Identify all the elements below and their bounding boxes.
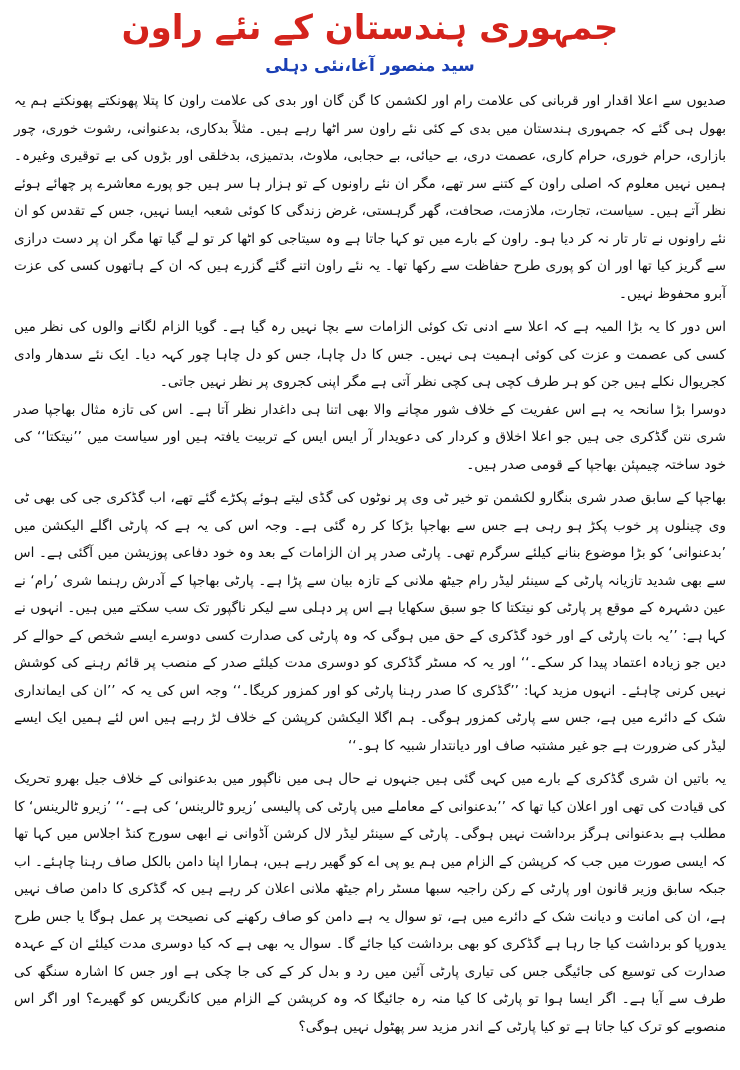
article-paragraph-2: اس دور کا یہ بڑا المیہ ہے کہ اعلا سے ادنی تک کوئی الزامات سے بچا نہیں رہ گیا ہے۔ گویا الزام لگانے والوں کی نظر میں کسی کی عصمت و عزت کی کوئی اہمیت ہی نہیں۔ جس کا دل چاہا، جس کو دل چاہا چور کہہ دیا۔ ایک نئے سدھار وادی کجریوال نکلے ہیں جن کو ہر طرف کچی ہی کچی نظر آتی ہے مگر اپنی کجروی پر نظر نہیں جاتی۔ bbox=[14, 319, 726, 390]
article-paragraph-5: یہ باتیں ان شری گڈکری کے بارے میں کہی گئی ہیں جنہوں نے حال ہی میں ناگپور میں بدعنوانی کے خلاف جیل بھرو تحریک کی قیادت کی تھی اور اعلان کیا تھا کہ ’’بدعنوانی کے معاملے میں پارٹی کی پالیسی ’زیرو ٹالرینس‘ کی ہے۔‘‘ ’زیرو ٹالرینس‘ کا مطلب ہے بدعنوانی ہرگز برداشت نہیں ہوگی۔ پارٹی کے سینئر لیڈر لال کرشن آڈوانی نے ابھی سورج کنڈ اجلاس میں کہا تھا کہ ایسی صورت میں جب کہ کرپشن کے الزام میں ہم یو پی اے کو گھیر رہے ہیں، ہمارا اپنا دامن بالکل صاف رہنا چاہئے۔ اب جبکہ سابق وزیر قانون اور پارٹی کے رکن راجیہ سبھا مسٹر رام جیٹھ ملانی اعلان کر رہے ہیں کہ گڈکری کا دامن صاف نہیں ہے، ان کی امانت و دیانت شک کے دائرے میں ہے، تو سوال یہ ہے دامن کو صاف رکھنے کی نصیحت پر عمل ہوگا یا جس طرح یدورپا کو برداشت کیا جا رہا ہے گڈکری کو بھی برداشت کیا جائے گا۔ سوال یہ بھی ہے کہ کیا دوسری مدت کیلئے ان کے عہدہ صدارت کی توسیع کی جائیگی جس کی تیاری پارٹی آئین میں رد و بدل کر کے کی جا چکی ہے اور جس کا اشارہ سنگھ کی طرف سے آیا ہے۔ اگر ایسا ہوا تو پارٹی کا کیا منہ رہ جائیگا کہ وہ کرپشن کے الزام میں کانگریس کو گھیرے؟ اور اگر اس منصوبے کو ترک کیا جاتا ہے تو کیا پارٹی کے اندر مزید سر پھٹول نہیں ہوگی؟ bbox=[14, 771, 726, 1035]
article-author: سید منصور آغا،نئی دہلی bbox=[265, 56, 475, 76]
article-title: جمہوری ہندستان کے نئے راون bbox=[121, 8, 619, 48]
article-paragraph-4: بھاجپا کے سابق صدر شری بنگارو لکشمن تو خیر ٹی وی پر نوٹوں کی گڈی لیتے ہوئے پکڑے گئے تھے، اب گڈکری جی کی بھی ٹی وی چینلوں پر خوب پکڑ ہو رہی ہے جس سے بھاجپا بڑکا کر رہ گئی ہے۔ وجہ اس کی یہ ہے کہ پارٹی اگلے الیکشن میں ’بدعنوانی‘ کو بڑا موضوع بنانے کیلئے سرگرم تھی۔ پارٹی صدر پر ان الزامات کے بعد وہ خود دفاعی پوزیشن میں آگئی ہے۔ اس سے بھی شدید تازیانہ پارٹی کے سینئر لیڈر رام جیٹھ ملانی کے تازہ بیان سے پڑا ہے۔ پارٹی بھاجپا کے آدرش رہنما شری ’رام‘ نے عین دشہرہ کے موقع پر پارٹی کو نیتکتا کا جو سبق سکھایا ہے اس پر دہلی سے لیکر ناگپور تک سب سکتے میں ہیں۔ انہوں نے کہا ہے: ’’یہ بات پارٹی کے اور خود گڈکری کے حق میں ہوگی کہ وہ پارٹی کی صدارت کسی دوسرے ایسے شخص کے حوالے کر دیں جو زیادہ اعتماد پیدا کر سکے۔‘‘ اور یہ کہ مسٹر گڈکری کو دوسری مدت کیلئے صدر کے منصب پر قائم رہنے کی کوشش نہیں کرنی چاہئے۔ انہوں مزید کہا: ’’گڈکری کا صدر رہنا پارٹی کو اور کمزور کریگا۔‘‘ وجہ اس کی یہ کہ ’’ان کی ایمانداری شک کے دائرے میں ہے، جس سے پارٹی کمزور ہوگی۔ ہم اگلا الیکشن کرپشن کے خلاف لڑ رہے ہیں اس لئے ہمیں ایک ایسے لیڈر کی ضرورت ہے جو غیر مشتبہ صاف اور دیانتدار شبیہ کا ہو۔‘‘ bbox=[14, 490, 726, 754]
article-paragraph-1: صدیوں سے اعلا اقدار اور قربانی کی علامت رام اور لکشمن کا گن گان اور بدی کی علامت راون کا پتلا پھونکتے پھونکتے ہم یہ بھول ہی گئے کہ جمہوری ہندستان میں بدی کے کئی نئے راون سر اٹھا رہے ہیں۔ مثلاً بدکاری، بدعنوانی، رشوت خوری، چور بازاری، حرام خوری، حرام کاری، عصمت دری، بے حیائی، بے حجابی، ملاوٹ، بدتمیزی، بدخلقی اور بڑوں کی بے توقیری وغیرہ۔ ہمیں نہیں معلوم کہ اصلی راون کے کتنے سر تھے، مگر ان نئے راونوں کے تو ہزار ہا سر ہیں جو پورے معاشرے پر چھائے ہوئے نظر آتے ہیں۔ سیاست، تجارت، ملازمت، صحافت، گھر گرہستی، غرض زندگی کا کوئی شعبہ ایسا نہیں، جس کے تقدس کو ان نئے راونوں نے تار تار نہ کر دیا ہو۔ راون کے بارے میں تو کہا جاتا ہے وہ سیتاجی کو اٹھا کر تو لے گیا تھا مگر ان پر دست درازی سے گریز کیا تھا اور ان کو پوری طرح حفاظت سے رکھا تھا۔ یہ نئے راون اتنے گئے گزرے ہیں کہ ان کے ہاتھوں کسی کی عزت آبرو محفوظ نہیں۔ bbox=[14, 93, 726, 302]
article-paragraph-3: دوسرا بڑا سانحہ یہ ہے اس عفریت کے خلاف شور مچانے والا بھی اتنا ہی داغدار نظر آتا ہے۔ اس کی تازہ مثال بھاجپا صدر شری نتن گڈکری جی ہیں جو اعلا اخلاق و کردار کی دعویدار آر ایس ایس کے تربیت یافتہ ہیں اور سیاست میں ’’نیتکتا‘‘ کی خود ساختہ چیمپئن بھاجپا کے قومی صدر ہیں۔ bbox=[14, 401, 726, 473]
